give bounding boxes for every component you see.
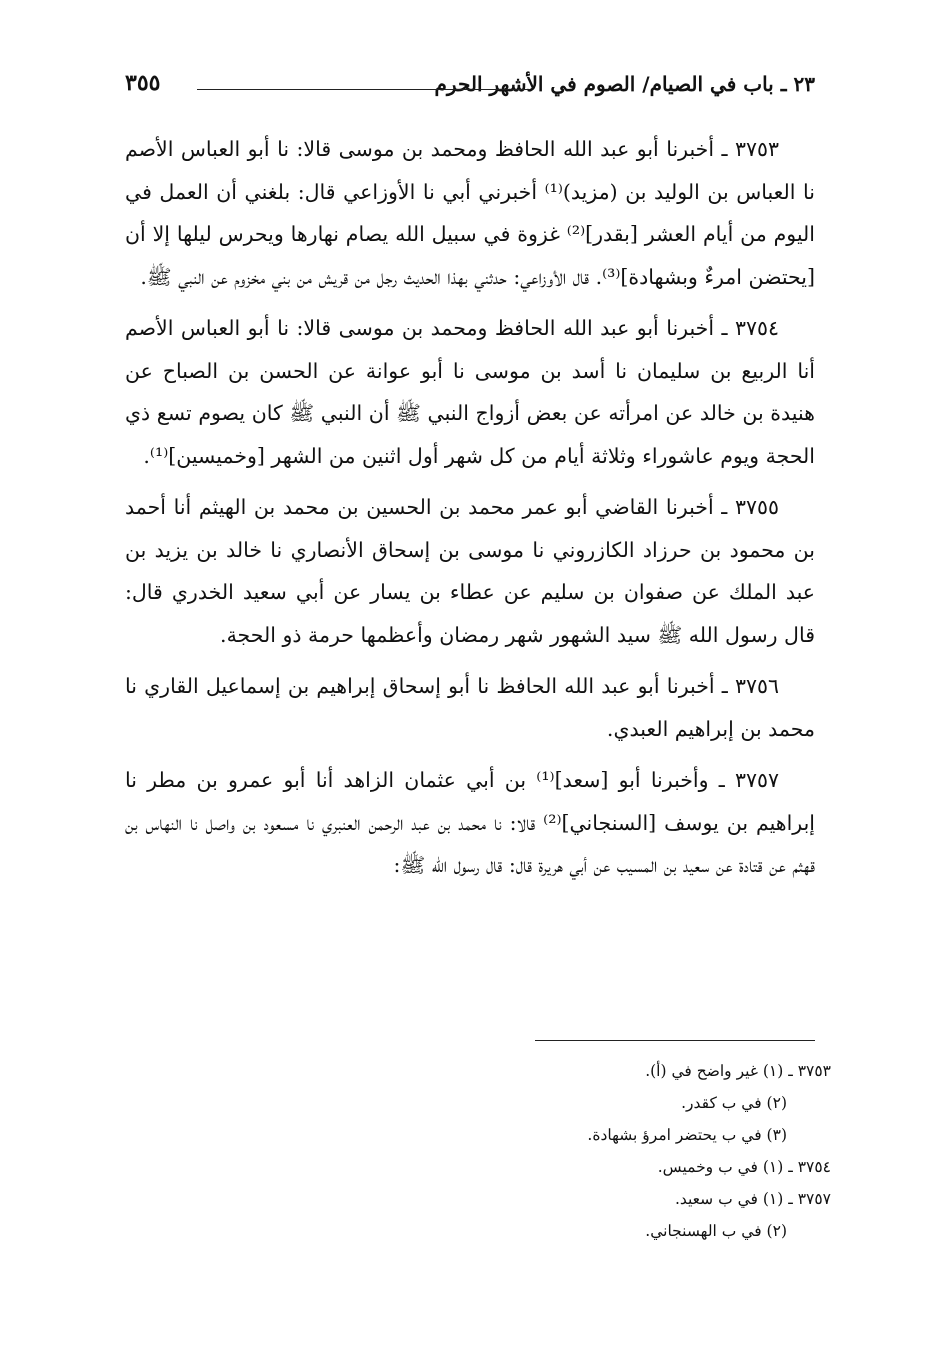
chapter-title: ٢٣ ـ باب في الصيام/ الصوم في الأشهر الحرم (434, 72, 815, 96)
footnote: (٢) في ب الهسنجاني. (645, 1222, 787, 1240)
footnote: (٢) في ب كقدر. (681, 1094, 787, 1112)
footnote: ٣٧٥٣ ـ (١) غير واضح في (أ). (645, 1062, 831, 1080)
footnote: (٣) في ب يحتضر امرؤ بشهادة. (587, 1126, 787, 1144)
page-number: ٣٥٥ (125, 70, 161, 96)
footnote-separator (535, 1040, 815, 1041)
footnote: ٣٧٥٧ ـ (١) في ب سعيد. (674, 1190, 831, 1208)
main-text (125, 128, 815, 896)
hadith-3753: ٣٧٥٣ ـ أخبرنا أبو عبد الله الحافظ ومحمد بن موسى قالا: نا أبو العباس الأصم نا العباس بن الوليد بن (مزيد)⁽¹⁾ أخبرني أبي نا الأوزاعي قال: بلغني أن العمل في اليوم من أيام العشر [بقدر]⁽²⁾ غزوة في سبيل الله يصام نهارها ويحرس ليلها إلا أن [يحتضن امرءٌ وبشهادة]⁽³⁾. قال الأوزاعي: حدثني بهذا الحديث رجل من قريش من بني مخزوم عن النبي ﷺ. (125, 137, 815, 289)
hadith-3754: ٣٧٥٤ ـ أخبرنا أبو عبد الله الحافظ ومحمد بن موسى قالا: نا أبو العباس الأصم أنا الربيع بن سليمان نا أسد بن موسى نا أبو عوانة عن الحسن بن الصباح عن هنيدة بن خالد عن امرأته عن بعض أزواج النبي ﷺ أن النبي ﷺ كان يصوم تسع ذي الحجة ويوم عاشوراء وثلاثة أيام من كل شهر أول اثنين من الشهر [وخميسين]⁽¹⁾. (125, 316, 815, 468)
hadith-3756: ٣٧٥٦ ـ أخبرنا أبو عبد الله الحافظ نا أبو إسحاق إبراهيم بن إسماعيل القاري نا محمد بن إبراهيم العبدي. (125, 674, 815, 741)
running-header (125, 70, 815, 104)
footnotes (381, 1055, 831, 1247)
hadith-3755: ٣٧٥٥ ـ أخبرنا القاضي أبو عمر محمد بن الحسين بن محمد بن الهيثم أنا أحمد بن محمود بن حرزاد الكازروني نا موسى بن إسحاق الأنصاري نا خالد بن يزيد بن عبد الملك عن صفوان بن سليم عن عطاء بن يسار عن أبي سعيد الخدري قال: قال رسول الله ﷺ سيد الشهور شهر رمضان وأعظمها حرمة ذو الحجة. (125, 495, 815, 647)
header-rule (197, 89, 530, 90)
footnote: ٣٧٥٤ ـ (١) في ب وخميس. (657, 1158, 831, 1176)
hadith-3757: ٣٧٥٧ ـ وأخبرنا أبو [سعد]⁽¹⁾ بن أبي عثمان الزاهد أنا أبو عمرو بن مطر نا إبراهيم بن يوسف [السنجاني]⁽²⁾ قالا: نا محمد بن عبد الرحمن العنبري نا مسعود بن واصل نا النهاس بن قهثم عن قتادة عن سعيد بن المسيب عن أبي هريرة قال: قال رسول الله ﷺ: (125, 768, 815, 877)
